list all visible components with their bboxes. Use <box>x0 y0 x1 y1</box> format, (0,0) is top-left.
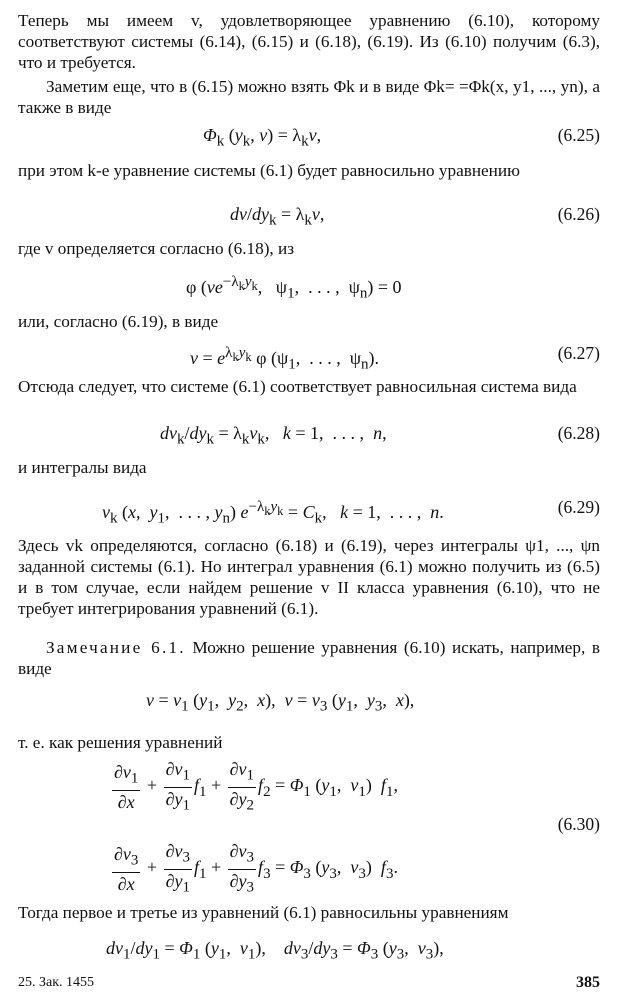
paragraph-10-text: т. е. как решения уравнений <box>18 733 223 752</box>
equation-6-27-number: (6.27) <box>557 343 600 363</box>
page-number: 385 <box>576 974 600 991</box>
equation-6-28-number: (6.28) <box>557 423 600 443</box>
paragraph-6 <box>18 376 600 397</box>
paragraph-1 <box>18 10 600 73</box>
equation-phi <box>18 272 600 300</box>
equation-6-26-number: (6.26) <box>557 204 600 224</box>
equation-v-formula: $v = v_1$ ($y_1$, $y_2$, x), $v = v_3$ ($y_1$, $y_3$, x), <box>146 690 415 715</box>
paragraph-11 <box>18 902 600 923</box>
paragraph-2 <box>18 76 600 118</box>
paragraph-6-text: Отсюда следует, что системе (6.1) соответствует равносильная система вида <box>18 377 577 396</box>
equation-6-28 <box>18 423 600 451</box>
printer-signature: 25. Зак. 1455 <box>18 975 95 990</box>
equation-phi-formula: φ ($ve^{-\lambda_ky_k}$, $\psi_1$, . . . , $\psi_n) = 0$ <box>186 274 402 302</box>
equation-6-27 <box>18 343 600 371</box>
equation-6-27-formula: $v = e^{\lambda_ky_k}$ φ ($\psi_1$, . . . , $\psi_n$). <box>190 345 380 373</box>
paragraph-4 <box>18 238 600 259</box>
paragraph-8-text: Здесь vk определяются, согласно (6.18) и (6.19), через интегралы ψ1, ..., ψn заданной системы (6.1). Но интеграл уравнения (6.1) можно получить из (6.5) и в том случае, если найдем решение v II класса уравнения (6.10), что не требует интегрирования уравнений (6.1). <box>18 536 600 618</box>
equation-last-formula: $dv_1/dy_1 = \Phi_1$ ($y_1$, $v_1$), $dv_3/dy_3 = \Phi_3$ ($y_3$, $v_3$), <box>106 938 444 963</box>
paragraph-2-text: Заметим еще, что в (6.15) можно взять Φk и в виде Φk= =Φk(x, y1, ..., yn), а также в виде <box>18 77 600 117</box>
equation-6-29-formula: $v_k$ (x, $y_1$, . . . , $y_n$) $e^{-\lambda_ky_k} = C_k$, k = 1, . . . , n. <box>102 499 444 527</box>
paragraph-10 <box>18 732 600 753</box>
paragraph-7 <box>18 457 600 478</box>
equation-6-30-row-1: $\frac{\partial v_1}{\partial x}$ + $\frac{\partial v_1}{\partial y_1}$ $f_1$ + $\frac{\partial v_1}{\partial y_2}$ $f_2 = \Phi_1$ ($y_1$, $v_1$) $f_1$, <box>114 759 398 814</box>
paragraph-3-text: при этом k-е уравнение системы (6.1) будет равносильно уравнению <box>18 161 520 180</box>
paragraph-3 <box>18 160 600 181</box>
equation-6-30-number: (6.30) <box>557 814 600 834</box>
equation-v <box>18 690 600 718</box>
equation-6-25-formula: $\Phi_k$ ($y_k$, $v) = \lambda_kv$, <box>203 125 322 150</box>
equation-6-28-formula: $dv_k/dy_k = \lambda_kv_k$, k = 1, . . . , n, <box>160 423 387 448</box>
equation-last <box>18 938 600 966</box>
paragraph-1-text: Теперь мы имеем v, удовлетворяющее уравнению (6.10), которому соответствуют системы (6.14), (6.15) и (6.18), (6.19). Из (6.10) получим (6.3), что и требуется. <box>18 11 600 72</box>
equation-6-26 <box>18 204 600 232</box>
paragraph-7-text: и интегралы вида <box>18 458 147 477</box>
equation-6-25 <box>18 125 600 153</box>
equation-6-26-formula: $dv/dy_k = \lambda_kv$, <box>230 204 325 229</box>
equation-6-29 <box>18 497 600 525</box>
remark-label: Замечание 6.1. <box>46 638 186 657</box>
paragraph-8 <box>18 535 600 619</box>
equation-6-30 <box>18 758 600 898</box>
equation-6-25-number: (6.25) <box>557 125 600 145</box>
paragraph-9-text: Можно решение уравнения (6.10) искать, например, в виде <box>18 638 600 678</box>
equation-6-30-row-2: $\frac{\partial v_3}{\partial x}$ + $\frac{\partial v_3}{\partial y_1}$ $f_1$ + $\frac{\partial v_3}{\partial y_3}$ $f_3 = \Phi_3$ ($y_3$, $v_3$) $f_3$. <box>114 841 398 896</box>
paragraph-11-text: Тогда первое и третье из уравнений (6.1) равносильны уравнениям <box>18 903 509 922</box>
paragraph-9 <box>18 637 600 679</box>
paragraph-4-text: где v определяется согласно (6.18), из <box>18 239 295 258</box>
equation-6-29-number: (6.29) <box>557 497 600 517</box>
paragraph-5 <box>18 311 600 332</box>
paragraph-5-text: или, согласно (6.19), в виде <box>18 312 219 331</box>
